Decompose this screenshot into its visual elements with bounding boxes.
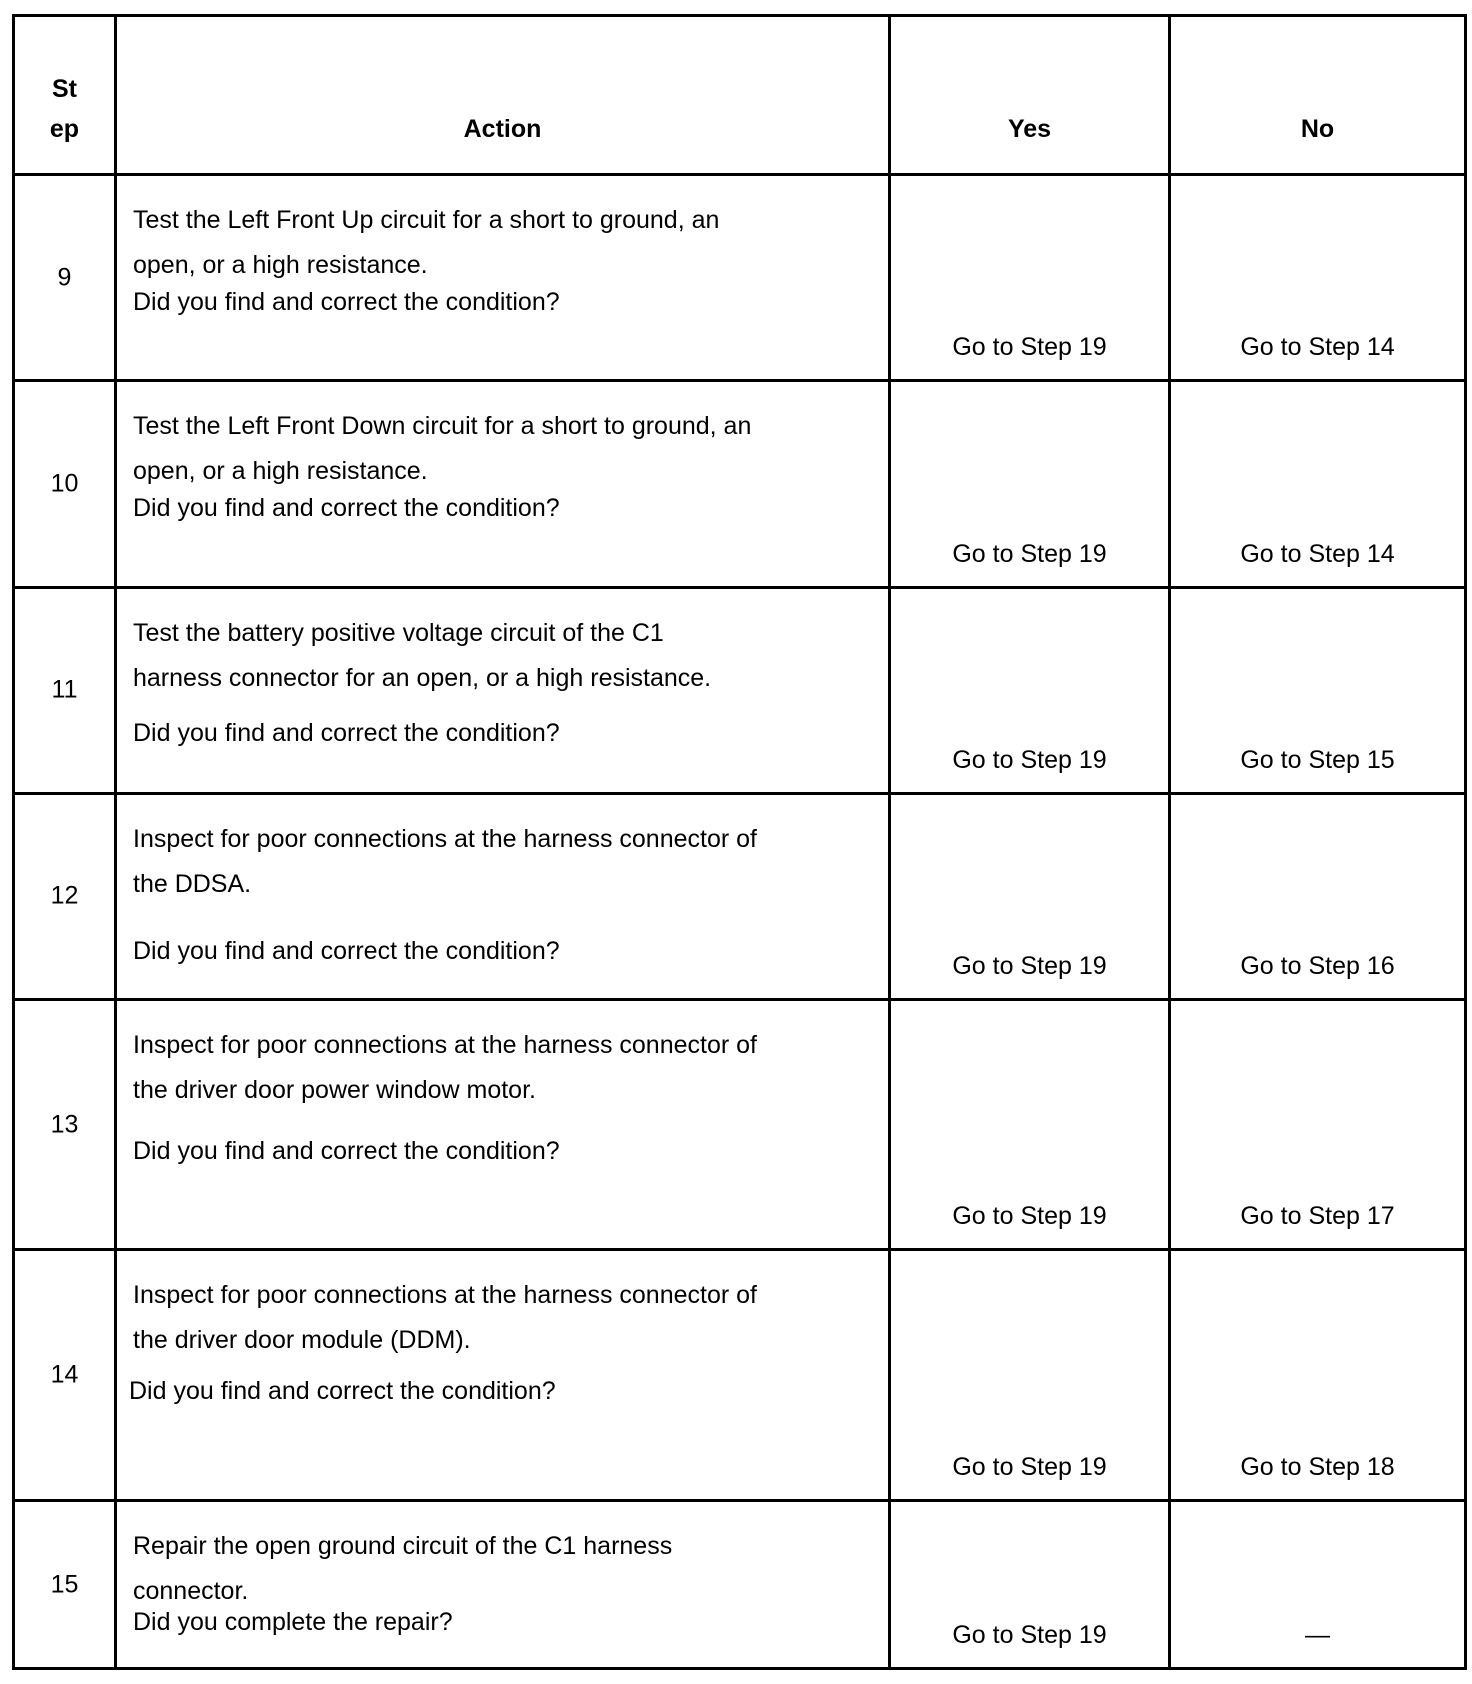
header-no-cell bbox=[1170, 16, 1466, 175]
yes-result: Go to Step 19 bbox=[952, 745, 1107, 774]
action-cell bbox=[116, 175, 890, 381]
action-text bbox=[133, 1273, 878, 1363]
no-cell bbox=[1170, 999, 1466, 1250]
action-cell bbox=[116, 587, 890, 793]
yes-cell bbox=[890, 1501, 1170, 1669]
yes-result: Go to Step 19 bbox=[952, 951, 1107, 980]
action-question: Did you find and correct the condition? bbox=[133, 936, 560, 965]
yes-cell bbox=[890, 175, 1170, 381]
no-cell bbox=[1170, 381, 1466, 587]
action-cell bbox=[116, 1501, 890, 1669]
step-cell bbox=[14, 999, 116, 1250]
action-text bbox=[133, 817, 878, 907]
no-result: Go to Step 18 bbox=[1240, 1453, 1395, 1482]
action-line: Test the Left Front Down circuit for a short to ground, an bbox=[133, 412, 752, 441]
header-step-label bbox=[15, 69, 114, 149]
action-line: Test the Left Front Up circuit for a short to ground, an bbox=[133, 206, 720, 235]
action-line: Repair the open ground circuit of the C1 harness bbox=[133, 1532, 673, 1561]
action-question: Did you find and correct the condition? bbox=[133, 718, 560, 747]
no-cell bbox=[1170, 175, 1466, 381]
no-cell bbox=[1170, 793, 1466, 999]
step-number: 10 bbox=[50, 469, 79, 498]
action-question: Did you find and correct the condition? bbox=[133, 288, 560, 317]
step-number: 15 bbox=[50, 1570, 79, 1599]
table-header-row bbox=[14, 16, 1466, 175]
table-row bbox=[14, 999, 1466, 1250]
step-cell bbox=[14, 1501, 116, 1669]
action-line: the driver door power window motor. bbox=[133, 1075, 536, 1104]
header-step-cell bbox=[14, 16, 116, 175]
action-cell bbox=[116, 793, 890, 999]
action-question: Did you find and correct the condition? bbox=[133, 494, 560, 523]
yes-cell bbox=[890, 793, 1170, 999]
action-question: Did you find and correct the condition? bbox=[129, 1377, 556, 1406]
yes-cell bbox=[890, 1250, 1170, 1501]
header-action-cell bbox=[116, 16, 890, 175]
action-cell bbox=[116, 999, 890, 1250]
header-action-label: Action bbox=[463, 115, 542, 143]
action-line: harness connector for an open, or a high resistance. bbox=[133, 663, 712, 692]
table-row bbox=[14, 1501, 1466, 1669]
table-row bbox=[14, 793, 1466, 999]
action-text bbox=[133, 404, 878, 494]
action-question: Did you complete the repair? bbox=[133, 1608, 453, 1637]
table-row bbox=[14, 175, 1466, 381]
step-number: 12 bbox=[50, 881, 79, 910]
yes-cell bbox=[890, 381, 1170, 587]
diagnostic-steps-table bbox=[12, 14, 1467, 1670]
step-number: 13 bbox=[50, 1110, 79, 1139]
action-text bbox=[133, 1524, 878, 1614]
table-row bbox=[14, 381, 1466, 587]
action-line: Test the battery positive voltage circuit of the C1 bbox=[133, 618, 664, 647]
action-line: connector. bbox=[133, 1577, 249, 1606]
action-text bbox=[133, 611, 878, 701]
header-step-line2: ep bbox=[49, 115, 80, 143]
no-result: Go to Step 17 bbox=[1240, 1202, 1395, 1231]
no-cell bbox=[1170, 1501, 1466, 1669]
yes-cell bbox=[890, 999, 1170, 1250]
no-cell bbox=[1170, 1250, 1466, 1501]
no-result: — bbox=[1305, 1621, 1330, 1649]
action-line: Inspect for poor connections at the harness connector of bbox=[133, 1030, 757, 1059]
no-result: Go to Step 16 bbox=[1240, 951, 1395, 980]
no-result: Go to Step 14 bbox=[1240, 333, 1395, 362]
yes-cell bbox=[890, 587, 1170, 793]
step-cell bbox=[14, 175, 116, 381]
step-number: 9 bbox=[57, 263, 72, 292]
step-cell bbox=[14, 793, 116, 999]
action-line: Inspect for poor connections at the harness connector of bbox=[133, 824, 757, 853]
yes-result: Go to Step 19 bbox=[952, 1202, 1107, 1231]
no-result: Go to Step 14 bbox=[1240, 539, 1395, 568]
step-cell bbox=[14, 587, 116, 793]
header-yes-label: Yes bbox=[1007, 115, 1052, 143]
yes-result: Go to Step 19 bbox=[952, 333, 1107, 362]
yes-result: Go to Step 19 bbox=[952, 539, 1107, 568]
action-question: Did you find and correct the condition? bbox=[133, 1136, 560, 1165]
action-line: Inspect for poor connections at the harness connector of bbox=[133, 1281, 757, 1310]
no-cell bbox=[1170, 587, 1466, 793]
yes-result: Go to Step 19 bbox=[952, 1453, 1107, 1482]
action-cell bbox=[116, 381, 890, 587]
step-number: 14 bbox=[50, 1360, 79, 1389]
no-result: Go to Step 15 bbox=[1240, 745, 1395, 774]
header-yes-cell bbox=[890, 16, 1170, 175]
step-cell bbox=[14, 1250, 116, 1501]
action-cell bbox=[116, 1250, 890, 1501]
diagnostic-table-page bbox=[12, 14, 1464, 1670]
step-number: 11 bbox=[51, 675, 78, 704]
header-no-label: No bbox=[1300, 115, 1335, 143]
step-cell bbox=[14, 381, 116, 587]
action-line: open, or a high resistance. bbox=[133, 251, 428, 280]
action-text bbox=[133, 198, 878, 288]
yes-result: Go to Step 19 bbox=[952, 1621, 1107, 1649]
action-line: the driver door module (DDM). bbox=[133, 1326, 471, 1355]
table-row bbox=[14, 587, 1466, 793]
action-line: the DDSA. bbox=[133, 869, 252, 898]
header-step-line1: St bbox=[52, 75, 77, 103]
action-text bbox=[133, 1023, 878, 1113]
table-row bbox=[14, 1250, 1466, 1501]
action-line: open, or a high resistance. bbox=[133, 457, 428, 486]
